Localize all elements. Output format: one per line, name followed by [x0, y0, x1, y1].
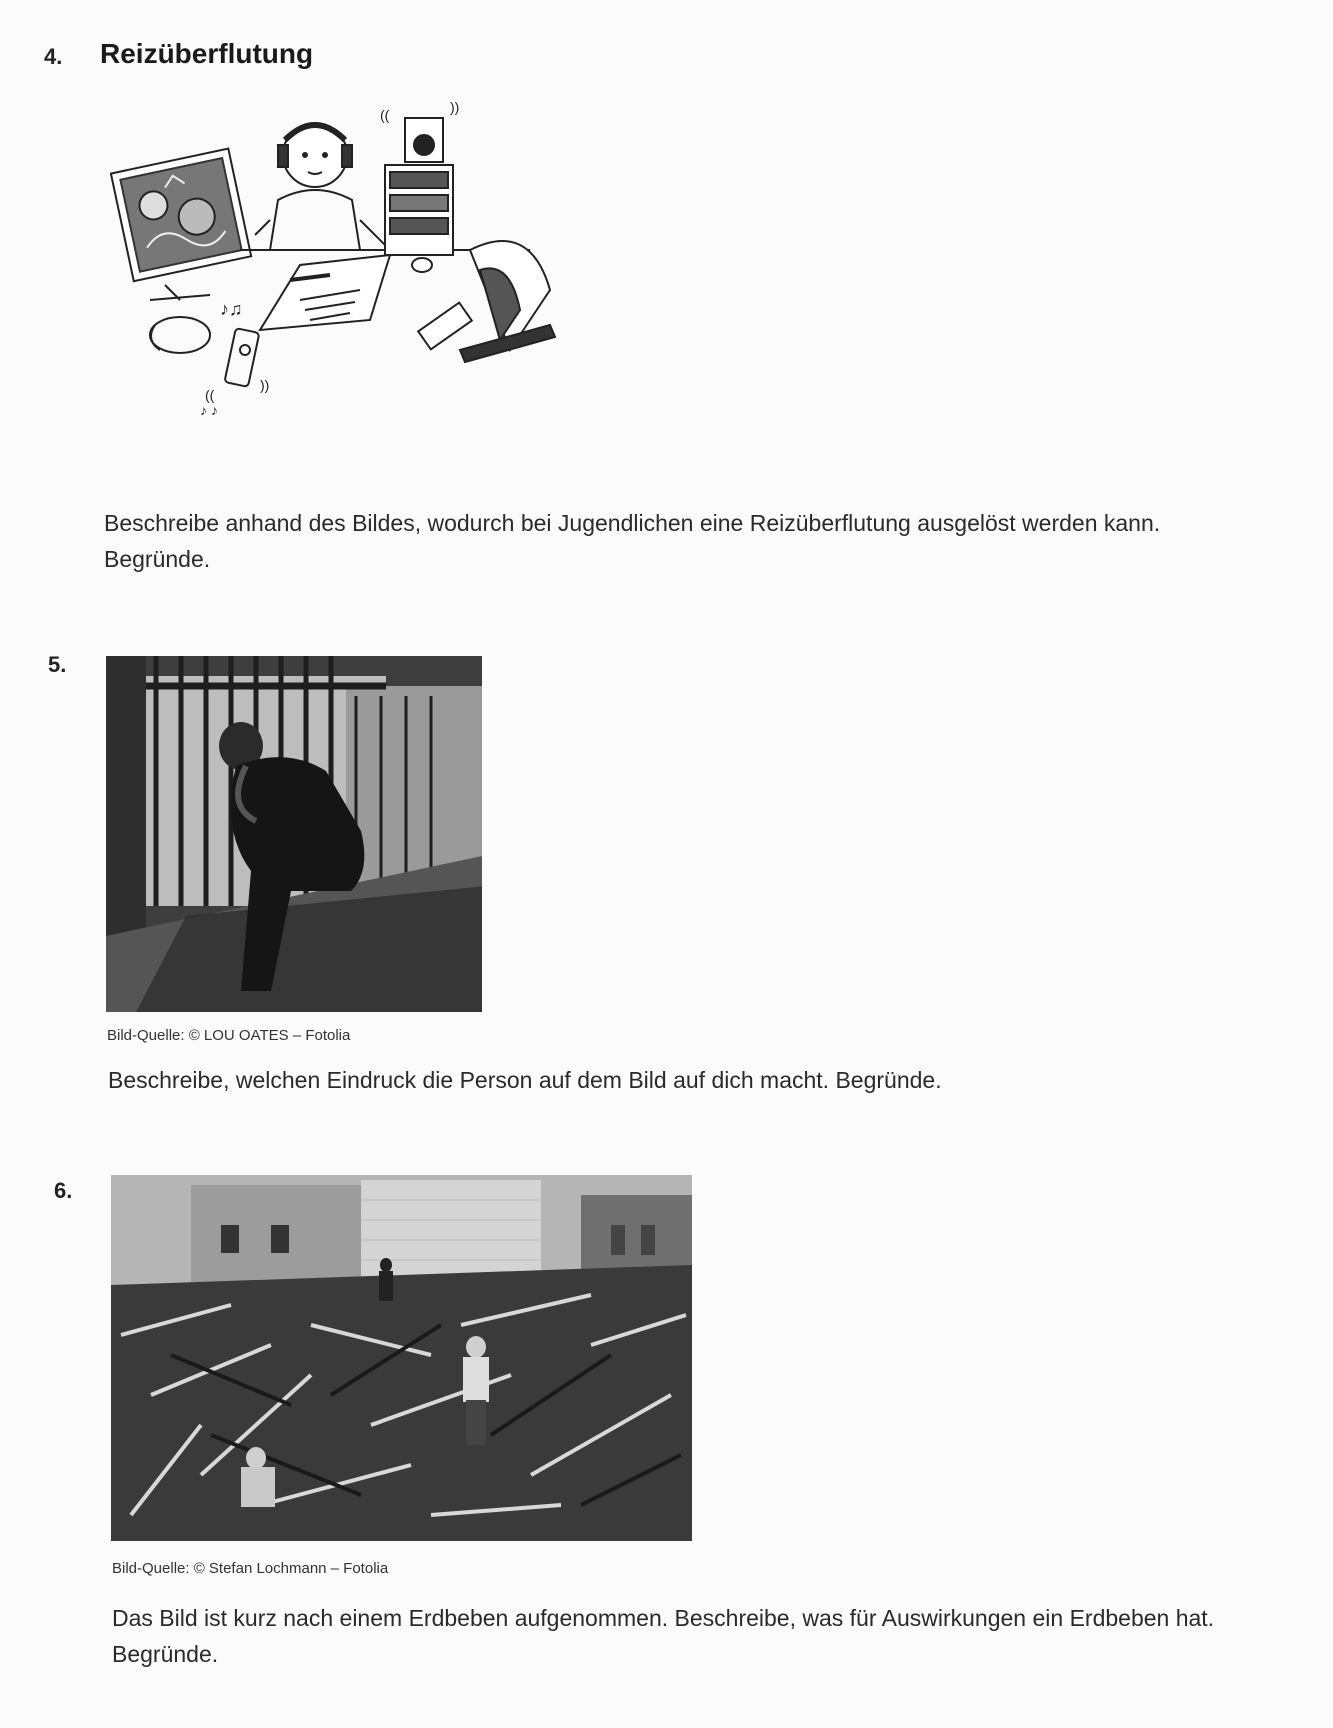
- task-5-number: 5.: [48, 652, 67, 677]
- svg-text:♪♫: ♪♫: [220, 299, 243, 319]
- svg-text:♪ ♪: ♪ ♪: [200, 402, 218, 418]
- svg-text:((: ((: [380, 107, 390, 123]
- task-6-photo-credit: Bild-Quelle: © Stefan Lochmann – Fotolia: [112, 1560, 389, 1577]
- svg-text:((: ((: [205, 387, 215, 403]
- task-6-number: 6.: [54, 1178, 73, 1203]
- task-4-number: 4.: [44, 44, 63, 69]
- task-4-text: Beschreibe anhand des Bildes, wodurch bei Jugendlichen eine Reizüberflutung ausgelöst werden kann. Begründe.: [104, 510, 1161, 572]
- svg-text:)): )): [260, 377, 270, 393]
- prison-photo: [106, 656, 482, 1012]
- media-overload-illustration: [110, 100, 630, 460]
- task-5-photo-credit: Bild-Quelle: © LOU OATES – Fotolia: [107, 1027, 351, 1044]
- task-4-title: Reizüberflutung: [100, 38, 314, 69]
- task-5-text: Beschreibe, welchen Eindruck die Person auf dem Bild auf dich macht. Begründe.: [108, 1067, 942, 1093]
- earthquake-photo: [111, 1175, 692, 1541]
- task-6-text: Das Bild ist kurz nach einem Erdbeben aufgenommen. Beschreibe, was für Auswirkungen ein Erdbeben hat. Begründe.: [112, 1605, 1215, 1667]
- svg-text:)): )): [450, 100, 460, 115]
